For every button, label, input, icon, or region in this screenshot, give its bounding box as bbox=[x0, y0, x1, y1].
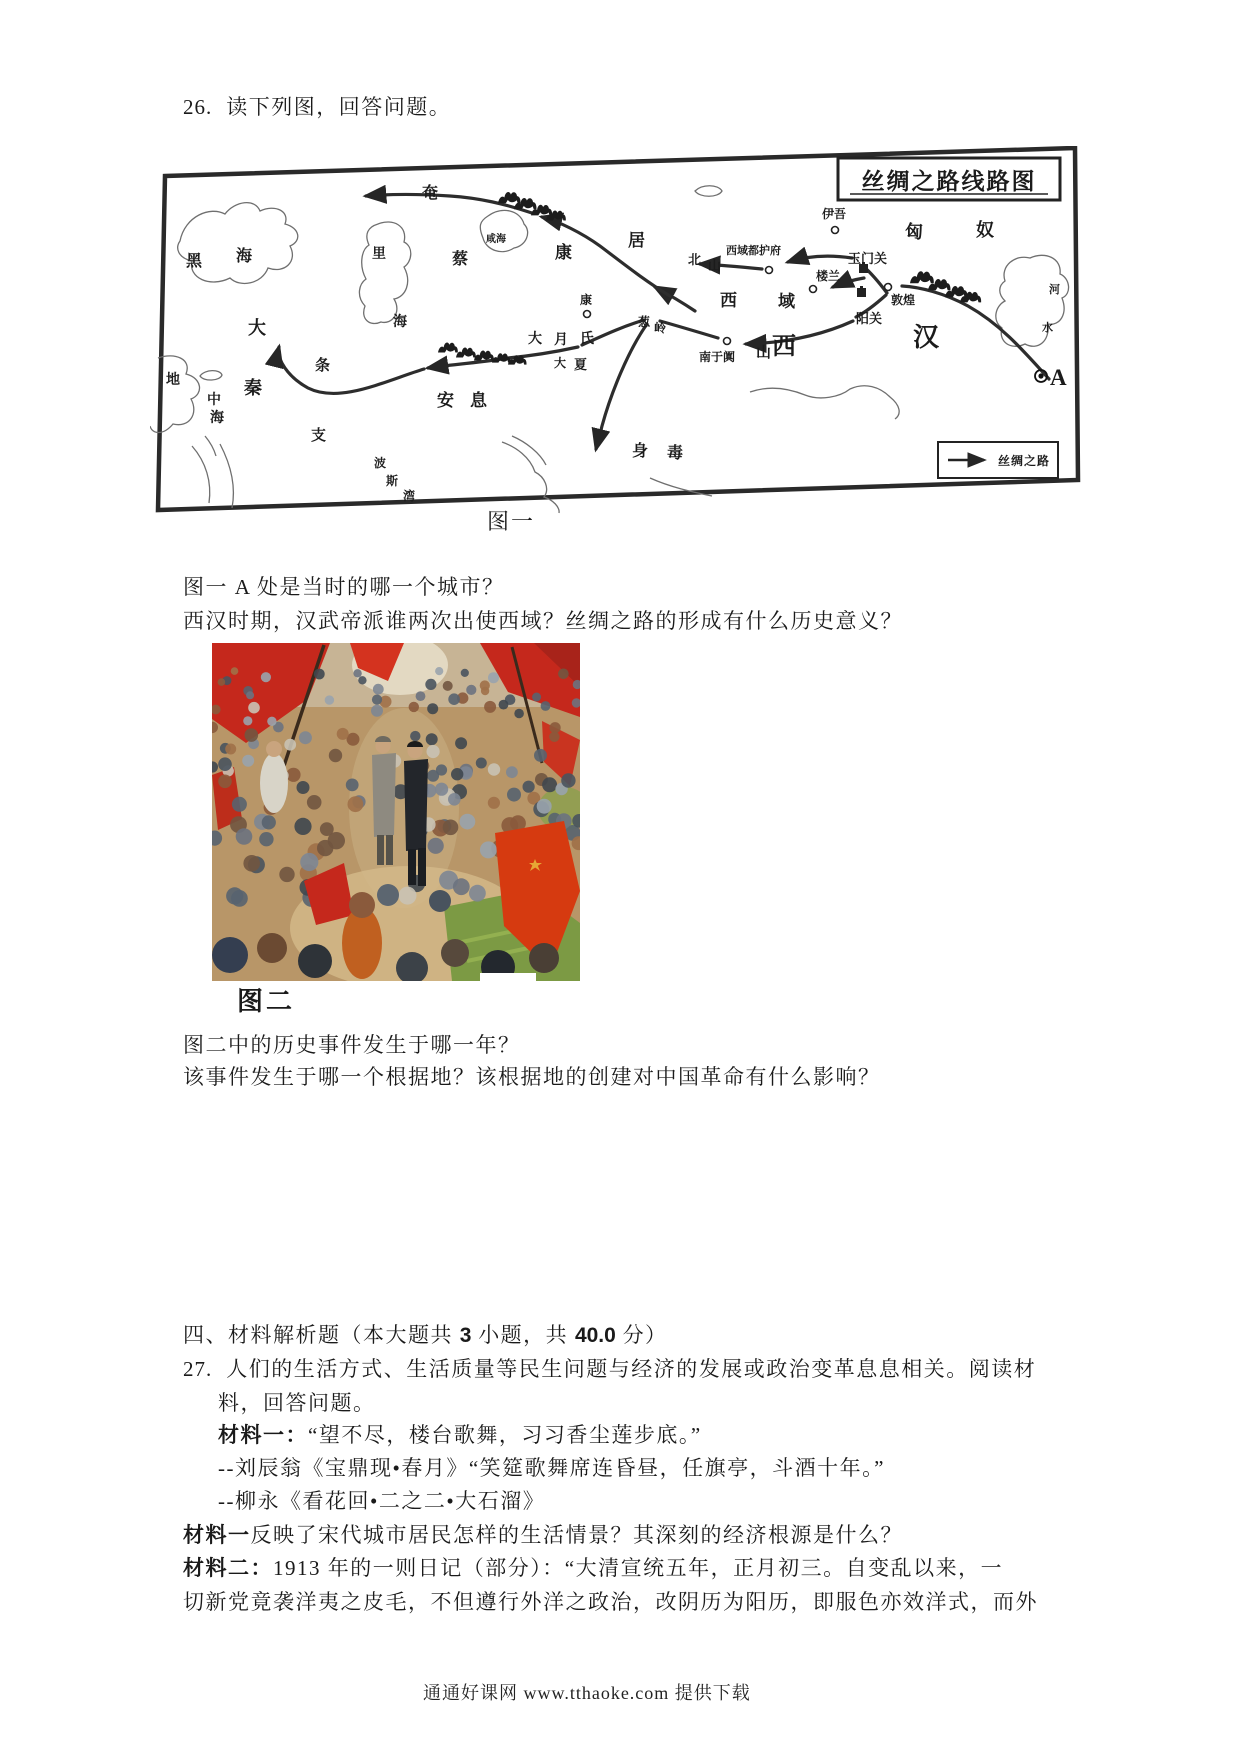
crowd-head bbox=[371, 705, 383, 717]
crowd-head bbox=[455, 737, 467, 749]
crowd-head bbox=[550, 722, 561, 733]
map-label: 西 bbox=[772, 334, 796, 360]
question27-number: 27. bbox=[183, 1357, 213, 1381]
map-label: 河 bbox=[1049, 284, 1060, 296]
crowd-head bbox=[558, 669, 569, 680]
figure2-painting-svg bbox=[212, 643, 580, 981]
crowd-head bbox=[499, 700, 509, 710]
map-label: 月 bbox=[554, 333, 568, 348]
crowd-head bbox=[507, 788, 521, 802]
map-legend bbox=[938, 442, 1058, 478]
crowd-head bbox=[460, 814, 476, 830]
crowd-head bbox=[246, 691, 254, 699]
map-label: 咸海 bbox=[486, 234, 506, 245]
crowd-head bbox=[488, 672, 499, 683]
map-title: 丝绸之路线路图 bbox=[861, 169, 1037, 194]
question26-stem bbox=[183, 94, 451, 120]
crowd-head bbox=[353, 669, 361, 677]
crowd-head bbox=[236, 828, 253, 845]
crowd-head bbox=[226, 887, 243, 904]
crowd-head bbox=[242, 755, 254, 767]
crowd-head bbox=[410, 731, 420, 741]
map-label: 湾 bbox=[403, 489, 416, 503]
map-label: 玉门关 bbox=[848, 251, 888, 266]
crowd-head bbox=[337, 728, 349, 740]
map-label: 敦煌 bbox=[891, 293, 916, 307]
map-label: 奄 bbox=[422, 185, 439, 202]
crowd-head bbox=[443, 820, 459, 836]
figure2-caption: 图二 bbox=[237, 987, 296, 1016]
map-label: 西 bbox=[720, 291, 737, 310]
figure2-photo bbox=[212, 643, 580, 981]
map-label: 支 bbox=[311, 428, 327, 444]
crowd-head bbox=[425, 679, 436, 690]
crowd-head bbox=[267, 717, 276, 726]
map-label: 居 bbox=[628, 231, 645, 250]
crowd-head bbox=[448, 693, 460, 705]
crowd-head bbox=[329, 749, 342, 762]
map-label: 阳关 bbox=[856, 311, 883, 326]
crowd-head bbox=[542, 777, 557, 792]
marker-a-letter: A bbox=[1050, 365, 1067, 390]
crowd-head bbox=[549, 732, 559, 742]
map-label: 地 bbox=[166, 373, 180, 388]
crowd-head bbox=[466, 685, 476, 695]
map-label: 波 bbox=[374, 456, 387, 470]
crowd-head bbox=[427, 745, 440, 758]
crowd-head bbox=[294, 818, 311, 835]
crowd-head bbox=[514, 709, 524, 719]
question27-text1: 人们的生活方式、生活质量等民生问题与经济的发展或政治变革息息相关。阅读材 bbox=[226, 1357, 1037, 1381]
material2-text1: 1913 年的一则日记（部分）：“大清宣统五年，正月初三。自变乱以来，一 bbox=[273, 1556, 1004, 1580]
material1-question bbox=[183, 1522, 903, 1548]
map-label: 夏 bbox=[574, 357, 588, 372]
crowd-head bbox=[279, 867, 294, 882]
fig1-question-1: 图一 A 处是当时的哪一个城市？ bbox=[183, 575, 505, 599]
question26-text: 读下列图，回答问题。 bbox=[226, 95, 452, 119]
map-label: 南于阗 bbox=[699, 350, 736, 364]
map-label: 斯 bbox=[386, 474, 399, 488]
crowd-head bbox=[259, 832, 273, 846]
crowd-head bbox=[481, 687, 489, 695]
crowd-head bbox=[409, 702, 419, 712]
crowd-head bbox=[218, 678, 226, 686]
crowd-head bbox=[218, 775, 232, 789]
section4-seg1: 四、材料解析题（本大题共 bbox=[183, 1323, 460, 1347]
crowd-head bbox=[426, 733, 438, 745]
crowd-head bbox=[346, 779, 359, 792]
figure1-map bbox=[150, 146, 1082, 524]
crowd-head bbox=[435, 667, 443, 675]
material1-label: 材料一： bbox=[218, 1423, 308, 1447]
crowd-head bbox=[245, 728, 259, 742]
crowd-head bbox=[262, 815, 276, 829]
crowd-head bbox=[372, 695, 382, 705]
map-label: 黑 bbox=[186, 253, 203, 270]
crowd-head bbox=[461, 669, 469, 677]
crowd-head bbox=[435, 783, 448, 796]
map-label: 奴 bbox=[976, 220, 994, 240]
crowd-head bbox=[284, 739, 296, 751]
crowd-head bbox=[488, 797, 500, 809]
section4-count: 3 bbox=[459, 1324, 472, 1347]
map-label: 海 bbox=[236, 248, 253, 265]
crowd-head bbox=[488, 763, 500, 775]
map-label: 匈 bbox=[905, 222, 923, 242]
crowd-head bbox=[399, 887, 417, 905]
crowd-head bbox=[532, 693, 541, 702]
map-label: 康 bbox=[580, 293, 593, 307]
crowd-head bbox=[416, 691, 426, 701]
map-label: 大 bbox=[554, 356, 567, 370]
crowd-head bbox=[541, 701, 551, 711]
crowd-head bbox=[243, 716, 252, 725]
material1-q-text: 反映了宋代城市居民怎样的生活情景？其深刻的经济根源是什么？ bbox=[250, 1523, 903, 1547]
crowd-head bbox=[523, 781, 535, 793]
crowd-head bbox=[453, 878, 470, 895]
crowd-head bbox=[561, 773, 575, 787]
map-legend-label: 丝绸之路 bbox=[998, 454, 1051, 468]
crowd-head bbox=[448, 793, 461, 806]
map-label: 大 bbox=[528, 332, 542, 347]
crowd-head bbox=[537, 799, 552, 814]
crowd-head bbox=[225, 744, 236, 755]
map-label: 氏 bbox=[580, 332, 594, 347]
material1-line bbox=[218, 1422, 702, 1448]
map-label: 葱 bbox=[638, 315, 651, 329]
crowd-head bbox=[299, 731, 312, 744]
fig2-question-1: 图二中的历史事件发生于哪一年？ bbox=[183, 1033, 521, 1057]
crowd-head bbox=[348, 796, 364, 812]
crowd-head bbox=[232, 797, 247, 812]
figure1-caption: 图一 bbox=[487, 509, 536, 534]
crowd-head bbox=[325, 695, 334, 704]
question27-line2: 料，回答问题。 bbox=[218, 1391, 376, 1415]
material2-line1 bbox=[183, 1555, 1003, 1581]
crowd-head bbox=[307, 795, 322, 810]
crowd-head bbox=[297, 781, 310, 794]
crowd-head bbox=[248, 702, 260, 714]
crowd-head bbox=[469, 885, 486, 902]
map-label: 大 bbox=[248, 318, 266, 338]
crowd-head bbox=[358, 676, 366, 684]
crowd-head bbox=[300, 853, 318, 871]
crowd-head bbox=[320, 822, 334, 836]
crowd-head bbox=[506, 766, 518, 778]
crowd-head bbox=[314, 669, 325, 680]
map-label: 水 bbox=[1042, 322, 1053, 334]
section4-seg2: 小题，共 bbox=[471, 1323, 575, 1347]
section4-heading bbox=[183, 1322, 668, 1349]
map-label: 身 bbox=[632, 443, 649, 460]
map-label: 康 bbox=[555, 243, 572, 262]
marker-a-inner-dot bbox=[1038, 373, 1043, 378]
question27-line1 bbox=[183, 1356, 1036, 1382]
fig2-question-2: 该事件发生于哪一个根据地？该根据地的创建对中国革命有什么影响？ bbox=[183, 1065, 881, 1089]
material2-label: 材料二： bbox=[183, 1556, 273, 1580]
material2-line2: 切新党竟袭洋夷之皮毛，不但遵行外洋之政治，改阴历为阳历，即服色亦效洋式，而外 bbox=[183, 1590, 1038, 1614]
crowd-head bbox=[480, 841, 497, 858]
crowd-head bbox=[373, 684, 384, 695]
site-footer: 通通好课网 www.tthaoke.com 提供下载 bbox=[423, 1683, 751, 1703]
crowd-head bbox=[443, 681, 453, 691]
section4-points: 40.0 bbox=[574, 1324, 616, 1347]
map-label: 安 bbox=[437, 391, 454, 410]
material1-text: “望不尽，楼台歌舞，习习香尘莲步底。” bbox=[308, 1423, 702, 1447]
map-label: 域 bbox=[778, 292, 795, 311]
map-label: 息 bbox=[470, 391, 487, 410]
material1-source1: --刘辰翁《宝鼎现•春月》“笑筵歌舞席连昏昼，任旗亭，斗酒十年。” bbox=[218, 1456, 885, 1480]
map-label: 伊吾 bbox=[822, 207, 847, 221]
crowd-head bbox=[428, 838, 444, 854]
map-label: 山 bbox=[756, 345, 772, 361]
map-label: 蔡 bbox=[452, 251, 469, 268]
crowd-head bbox=[317, 840, 333, 856]
crowd-head bbox=[484, 701, 496, 713]
material1-source2: --柳永《看花回•二之二•大石溜》 bbox=[218, 1489, 546, 1513]
material1-q-label: 材料一 bbox=[183, 1523, 251, 1547]
map-label: 条 bbox=[315, 358, 331, 374]
map-label: 毒 bbox=[667, 445, 684, 462]
question26-number: 26. bbox=[183, 95, 213, 119]
map-label: 中 bbox=[207, 393, 221, 408]
map-label: 山 bbox=[708, 258, 722, 273]
map-title-box bbox=[838, 158, 1060, 200]
crowd-head bbox=[534, 749, 547, 762]
map-label: 里 bbox=[372, 247, 386, 262]
map-label: 西域都护府 bbox=[726, 245, 781, 257]
crowd-head bbox=[427, 703, 438, 714]
map-label: 秦 bbox=[244, 378, 262, 398]
map-label: 北 bbox=[688, 252, 702, 267]
crowd-head bbox=[476, 758, 487, 769]
crowd-head bbox=[231, 667, 239, 675]
map-label: 海 bbox=[393, 315, 407, 330]
map-label: 海 bbox=[210, 411, 224, 426]
map-label: 楼兰 bbox=[816, 269, 841, 283]
crowd-head bbox=[436, 764, 447, 775]
silk-road-map-svg bbox=[150, 146, 1082, 524]
map-label: 岭 bbox=[654, 321, 667, 335]
crowd-head bbox=[218, 757, 232, 771]
crowd-head bbox=[261, 672, 271, 682]
section4-seg3: 分） bbox=[615, 1323, 668, 1347]
crowd-head bbox=[243, 855, 260, 872]
crowd-head bbox=[451, 768, 463, 780]
fig1-question-2: 西汉时期，汉武帝派谁两次出使西域？丝绸之路的形成有什么历史意义？ bbox=[183, 609, 903, 633]
map-label: 汉 bbox=[913, 323, 940, 352]
